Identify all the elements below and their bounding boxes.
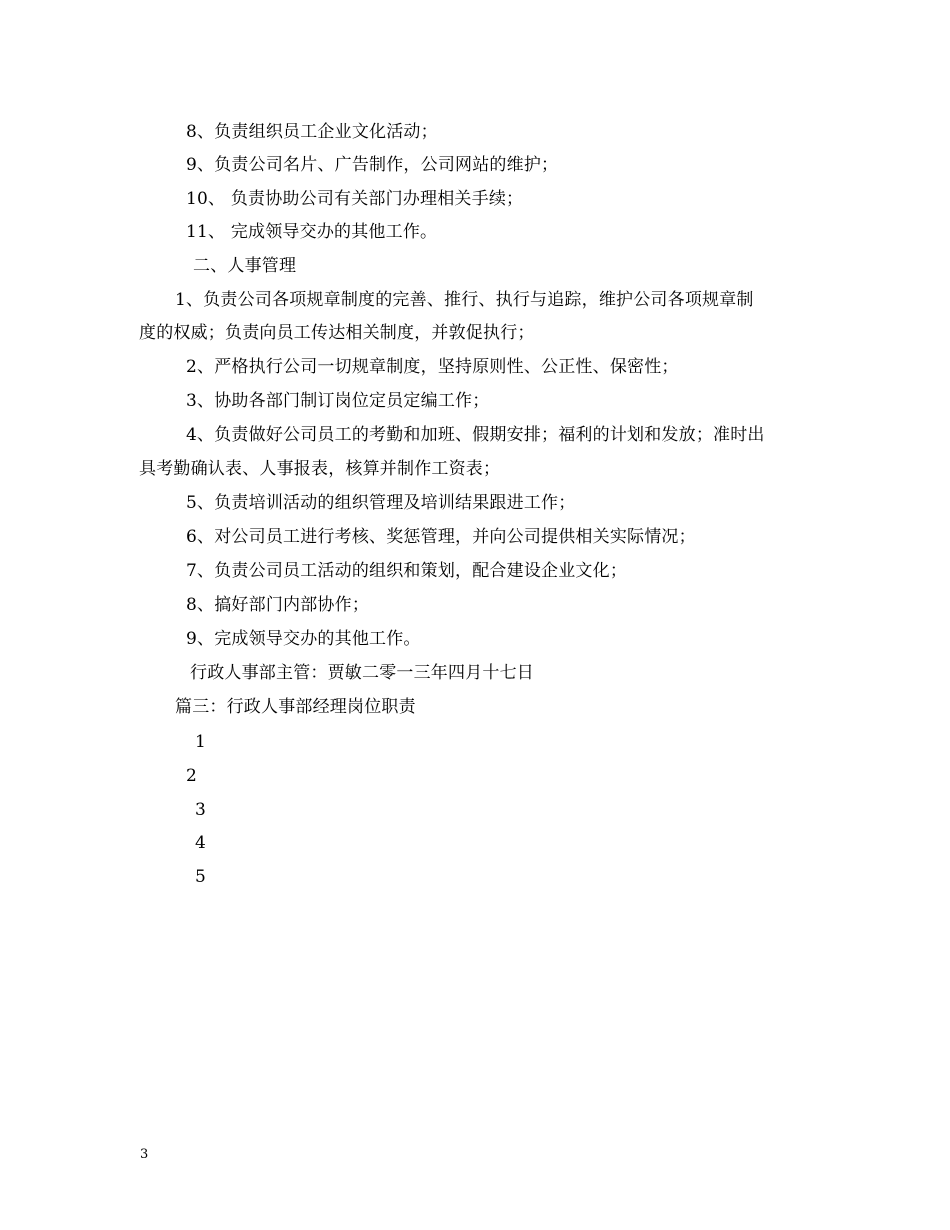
admin-item-9: 9、负责公司名片、广告制作，公司网站的维护；: [186, 155, 559, 175]
numbered-item-3: 3: [195, 800, 207, 820]
hr-item-5: 5、负责培训活动的组织管理及培训结果跟进工作；: [186, 493, 576, 513]
hr-item-9: 9、完成领导交办的其他工作。: [186, 629, 421, 649]
hr-item-7: 7、负责公司员工活动的组织和策划，配合建设企业文化；: [186, 561, 628, 581]
admin-item-11: 11、 完成领导交办的其他工作。: [186, 222, 438, 242]
hr-item-4-line-1: 4、负责做好公司员工的考勤和加班、假期安排；福利的计划和发放；准时出: [186, 425, 765, 445]
hr-item-1-line-2: 度的权威；负责向员工传达相关制度，并敦促执行；: [139, 323, 535, 343]
signature-line: 行政人事部主管：贾敏二零一三年四月十七日: [190, 663, 534, 683]
hr-item-2: 2、严格执行公司一切规章制度，坚持原则性、公正性、保密性；: [186, 357, 679, 377]
hr-item-8: 8、搞好部门内部协作；: [186, 595, 370, 615]
page-number: 3: [140, 1147, 149, 1162]
numbered-item-4: 4: [195, 833, 207, 853]
hr-item-6: 6、对公司员工进行考核、奖惩管理，并向公司提供相关实际情况；: [186, 527, 696, 547]
hr-item-4-line-2: 具考勤确认表、人事报表，核算并制作工资表；: [139, 459, 501, 479]
admin-item-8: 8、负责组织员工企业文化活动；: [186, 122, 438, 142]
hr-item-3: 3、协助各部门制订岗位定员定编工作；: [186, 391, 490, 411]
numbered-item-1: 1: [195, 732, 207, 752]
numbered-item-2: 2: [186, 766, 198, 786]
part-three-title: 篇三：行政人事部经理岗位职责: [175, 697, 416, 717]
section-heading-hr-management: 二、人事管理: [193, 256, 297, 276]
numbered-item-5: 5: [195, 867, 207, 887]
admin-item-10: 10、 负责协助公司有关部门办理相关手续；: [186, 189, 524, 209]
hr-item-1-line-1: 1、负责公司各项规章制度的完善、推行、执行与追踪，维护公司各项规章制: [175, 290, 754, 310]
